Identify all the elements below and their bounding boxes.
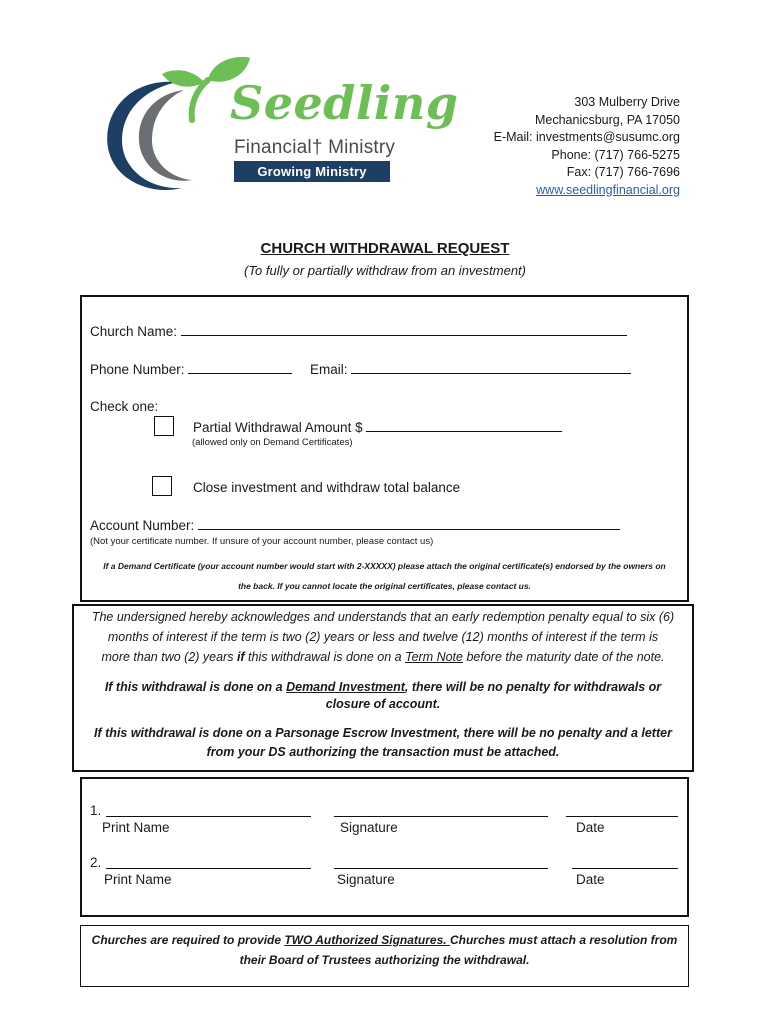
ack-line-3-if: if <box>236 650 245 664</box>
brand-name: Seedling <box>230 76 459 130</box>
address-city: Mechanicsburg, PA 17050 <box>534 112 680 127</box>
ack-line-3-part-3: before the maturity date of the note. <box>463 650 665 664</box>
address-street: 303 Mulberry Drive <box>574 95 680 109</box>
church-name-field[interactable] <box>181 323 627 336</box>
address-phone: Phone: (717) 766-5275 <box>551 147 680 162</box>
email-field[interactable] <box>351 361 631 374</box>
ack-demand-investment: Demand Investment <box>286 680 405 694</box>
ack-line-2: months of interest if the term is two (2) years or less and twelve (12) months of interest if the term is <box>107 630 659 644</box>
footer-part-2: Churches must attach a resolution from <box>449 933 678 947</box>
ack-parsonage-line-1: If this withdrawal is done on a Parsonage Escrow Investment, there will be no penalty and a letter <box>94 726 672 740</box>
ack-line-1: The undersigned hereby acknowledges and understands that an early redemption penalty equal to six (6) <box>91 610 675 624</box>
partial-withdrawal-checkbox[interactable] <box>154 416 174 436</box>
partial-withdrawal-note: (allowed only on Demand Certificates) <box>192 437 353 448</box>
church-name-label: Church Name: <box>90 324 178 339</box>
demand-certificate-notice-1: If a Demand Certificate (your account number would start with 2-XXXXX) please attach the original certificate(s) endorsed by the owners on <box>103 561 666 571</box>
signer-1-signature-field[interactable] <box>334 804 548 817</box>
ack-demand-line-2: closure of account. <box>325 697 441 711</box>
address-email: E-Mail: investments@susumc.org <box>493 130 680 144</box>
signer-1-number: 1. <box>90 803 102 818</box>
ack-line-3-part-2: this withdrawal is done on a <box>244 650 406 664</box>
phone-number-field[interactable] <box>188 361 292 374</box>
signatures-section <box>80 777 689 917</box>
signer-2-print-name-field[interactable] <box>106 856 311 869</box>
brand-tagline: Growing Ministry Together <box>234 161 390 182</box>
phone-number-label: Phone Number: <box>90 362 185 377</box>
page-title: CHURCH WITHDRAWAL REQUEST <box>260 240 510 257</box>
ack-demand-part-1: If this withdrawal is done on a <box>104 680 287 694</box>
address-fax: Fax: (717) 766-7696 <box>566 165 680 179</box>
email-row <box>310 361 631 377</box>
ack-term-note: Term Note <box>405 650 463 664</box>
page-subtitle: (To fully or partially withdraw from an investment) <box>243 263 526 278</box>
partial-withdrawal-label: Partial Withdrawal Amount $ <box>193 420 363 435</box>
footer-two-signatures: TWO Authorized Signatures. <box>284 933 450 947</box>
ack-line-3 <box>74 647 692 667</box>
demand-certificate-notice-2: the back. If you cannot locate the original certificates, please contact us. <box>238 581 531 591</box>
phone-number-row <box>90 361 292 377</box>
church-name-row <box>90 323 627 339</box>
signer-2-signature-field[interactable] <box>334 856 548 869</box>
footer-part-1: Churches are required to provide <box>91 933 285 947</box>
seedling-emblem-icon <box>100 50 250 200</box>
church-info-section <box>80 295 689 602</box>
address-block <box>494 94 680 199</box>
close-investment-checkbox[interactable] <box>152 476 172 496</box>
seedling-logo <box>100 50 459 200</box>
footer-line-1 <box>82 933 687 947</box>
close-investment-label: Close investment and withdraw total balance <box>193 480 461 495</box>
signer-2-signature-label: Signature <box>337 872 395 887</box>
partial-withdrawal-row <box>193 419 562 435</box>
signer-2-date-field[interactable] <box>572 856 678 869</box>
account-number-field[interactable] <box>198 517 620 530</box>
signer-1-print-name-field[interactable] <box>106 804 311 817</box>
website-link[interactable]: www.seedlingfinancial.org <box>536 182 680 197</box>
account-number-row <box>90 517 620 533</box>
ack-demand-part-2: , there will be no penalty for withdrawals or <box>404 680 662 694</box>
signer-1-date-field[interactable] <box>566 804 678 817</box>
signer-1-date-label: Date <box>576 820 605 835</box>
signer-1-signature-label: Signature <box>340 820 398 835</box>
signer-2-number: 2. <box>90 855 102 870</box>
ack-line-3-part-1: more than two (2) years <box>101 650 237 664</box>
partial-amount-field[interactable] <box>366 419 562 432</box>
brand-subtitle: Financial† Ministry <box>234 137 396 158</box>
signer-2-date-label: Date <box>576 872 605 887</box>
account-number-note: (Not your certificate number. If unsure of your account number, please contact us) <box>90 536 434 547</box>
check-one-label: Check one: <box>90 399 159 414</box>
ack-parsonage-line-2: from your DS authorizing the transaction must be attached. <box>206 745 560 759</box>
signer-1-print-name-label: Print Name <box>102 820 170 835</box>
account-number-label: Account Number: <box>90 518 195 533</box>
signer-2-print-name-label: Print Name <box>104 872 172 887</box>
email-label: Email: <box>310 362 348 377</box>
footer-line-2: their Board of Trustees authorizing the withdrawal. <box>239 953 530 967</box>
